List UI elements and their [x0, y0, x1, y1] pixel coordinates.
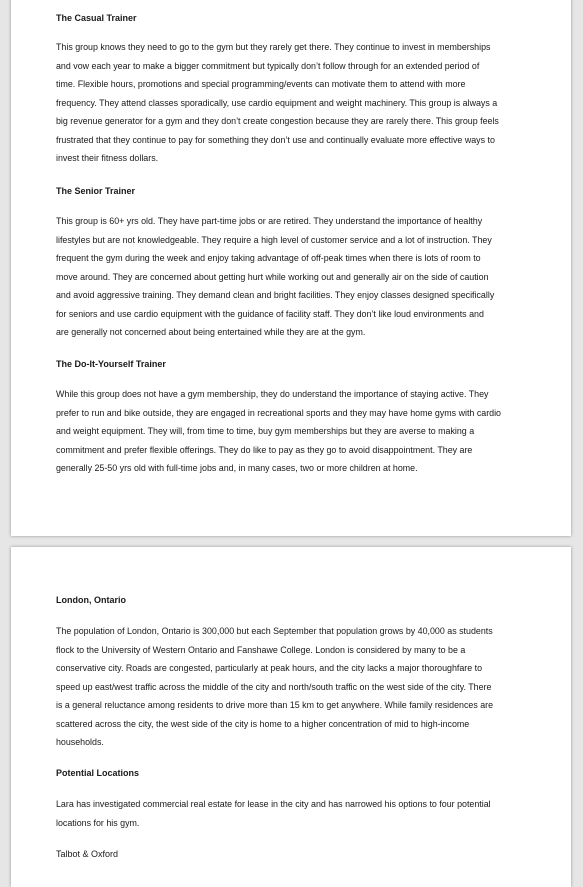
text-line: While this group does not have a gym membership, they do understand the importance of staying active. They — [56, 389, 489, 399]
text-line: prefer to run and bike outside, they are engaged in recreational sports and they may have home gyms with cardio — [56, 407, 501, 418]
text-line: commitment and prefer flexible offerings. They do like to pay as they go to avoid disappointment. They are — [56, 444, 473, 455]
text-line: flock to the University of Western Ontario and Fanshawe College. London is considered by many to be a — [56, 644, 466, 655]
document-page-2 — [11, 547, 571, 887]
heading-potential-locations: Potential Locations — [56, 768, 140, 778]
text-line: households. — [56, 737, 104, 747]
location-talbot-oxford: Talbot & Oxford — [56, 849, 119, 859]
text-line: frequency. They attend classes sporadically, use cardio equipment and weight machinery. This group is always a — [56, 97, 498, 108]
text-line: frequent the gym during the week and enjoy taking advantage of off-peak times when there is lots of room to — [56, 253, 481, 263]
text-line: This group is 60+ yrs old. They have part-time jobs or are retired. They understand the importance of healthy — [56, 216, 483, 226]
paragraph-senior-trainer — [56, 212, 528, 342]
heading-senior-trainer: The Senior Trainer — [56, 186, 136, 196]
heading-diy-trainer: The Do-It-Yourself Trainer — [56, 359, 166, 369]
heading-casual-trainer: The Casual Trainer — [56, 13, 137, 23]
document-page-1 — [11, 0, 571, 536]
text-line: lifestyles but are not knowledgeable. They require a high level of customer service and a lot of instruction. They — [56, 234, 492, 245]
text-line: speed up east/west traffic across the middle of the city and north/south traffic on the west side of the city. There — [56, 681, 492, 692]
text-line: are generally not concerned about being entertained while they are at the gym. — [56, 327, 366, 337]
text-line: and avoid aggressive training. They demand clean and bright facilities. They enjoy classes designed specifically — [56, 290, 495, 300]
paragraph-diy-trainer — [56, 385, 528, 478]
text-line: and vow each year to make a bigger commitment but typically don’t follow through for an extended period of — [56, 60, 480, 71]
text-line: invest their fitness dollars. — [56, 153, 159, 163]
text-line: time. Flexible hours, promotions and special programming/events can motivate them to attend with more — [56, 79, 466, 89]
text-line: is a general reluctance among residents to drive more than 15 km to get anywhere. While family residences are — [56, 700, 494, 710]
text-line: and weight equipment. They will, from time to time, buy gym memberships but they are averse to making a — [56, 426, 475, 436]
text-line: conservative city. Roads are congested, particularly at peak hours, and the city lacks a major thoroughfare to — [56, 663, 483, 673]
text-line: The population of London, Ontario is 300,000 but each September that population grows by 40,000 as students — [56, 626, 493, 636]
paragraph-casual-trainer — [56, 38, 528, 168]
text-line: locations for his gym. — [56, 817, 140, 828]
text-line: This group knows they need to go to the gym but they rarely get there. They continue to invest in memberships — [56, 42, 491, 52]
text-line: generally 25-50 yrs old with full-time jobs and, in many cases, two or more children at home. — [56, 463, 418, 473]
text-line: Lara has investigated commercial real estate for lease in the city and has narrowed his options to four potential — [56, 799, 491, 809]
text-line: frustrated that they continue to pay for something they don’t use and continually evaluate more effective ways to — [56, 134, 495, 145]
text-line: move around. They are concerned about getting hurt while working out and generally air on the side of caution — [56, 271, 489, 282]
paragraph-london-ontario — [56, 622, 528, 752]
text-line: big revenue generator for a gym and they don’t create congestion because they are rarely there. This group feels — [56, 116, 499, 126]
text-line: for seniors and use cardio equipment with the guidance of facility staff. They don’t like loud environments and — [56, 308, 484, 319]
heading-london-ontario: London, Ontario — [56, 595, 126, 605]
text-line: scattered across the city, the west side of the city is home to a higher concentration of mid to high-income — [56, 718, 470, 729]
paragraph-potential-locations — [56, 795, 528, 832]
